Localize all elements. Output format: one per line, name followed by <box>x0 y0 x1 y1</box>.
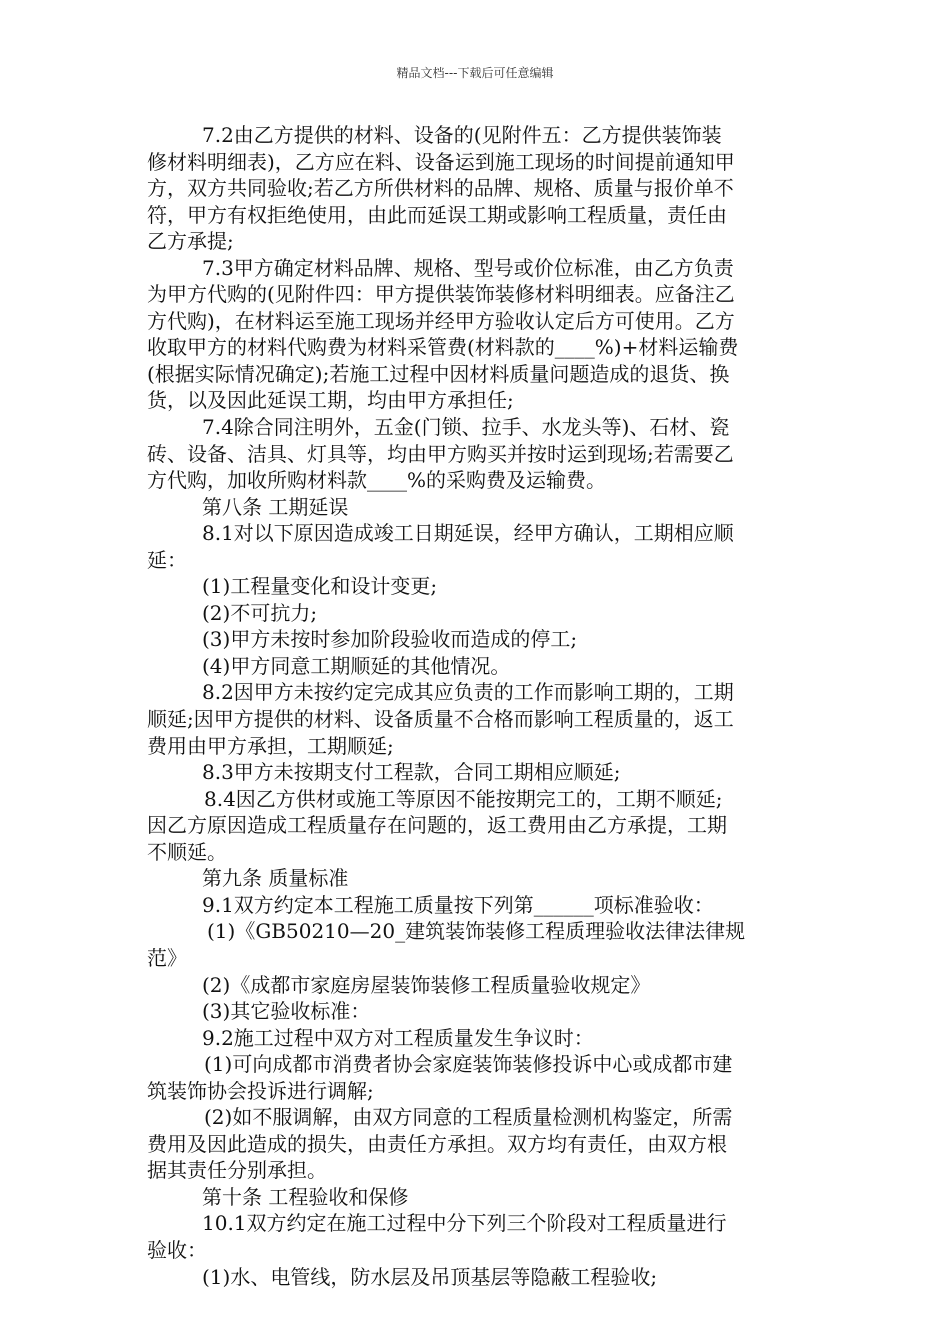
text-line: 8.3甲方未按期支付工程款，合同工期相应顺延; <box>202 760 621 785</box>
text-line: 因乙方原因造成工程质量存在问题的，返工费用由乙方承提，工期 <box>147 813 727 838</box>
text-line: (2)不可抗力; <box>202 600 318 625</box>
text-line: 顺延;因甲方提供的材料、设备质量不合格而影响工程质量的，返工 <box>147 707 734 732</box>
text-line: 乙方承提; <box>147 229 234 254</box>
text-line: (1)水、电管线，防水层及吊顶基层等隐蔽工程验收; <box>202 1264 658 1289</box>
text-line: 收取甲方的材料代购费为材料采管费(材料款的____%)+材料运输费 <box>147 335 739 360</box>
text-line: (根据实际情况确定);若施工过程中因材料质量问题造成的退货、换 <box>147 361 730 386</box>
text-line: 第十条 工程验收和保修 <box>202 1184 409 1209</box>
text-line: 9.1双方约定本工程施工质量按下列第______项标准验收： <box>202 892 714 917</box>
text-line: 7.4除合同注明外，五金(门锁、拉手、水龙头等)、石材、瓷 <box>202 415 730 440</box>
text-line: 7.2由乙方提供的材料、设备的(见附件五：乙方提供装饰装 <box>202 123 722 147</box>
text-line: (1)可向成都市消费者协会家庭装饰装修投诉中心或成都市建 <box>204 1052 733 1077</box>
text-line: 货，以及因此延误工期，均由甲方承担任; <box>147 388 514 413</box>
text-line: (4)甲方同意工期顺延的其他情况。 <box>202 653 511 678</box>
text-line: 范》 <box>147 945 187 970</box>
text-line: 第八条 工期延误 <box>202 494 349 519</box>
text-line: 延： <box>147 547 187 572</box>
text-line: (1)《GB50210—20_建筑装饰装修工程质理验收法律法律规 <box>207 919 746 944</box>
text-line: 第九条 质量标准 <box>202 866 349 891</box>
text-line: (3)其它验收标准： <box>202 999 371 1024</box>
text-line: 10.1双方约定在施工过程中分下列三个阶段对工程质量进行 <box>202 1211 727 1236</box>
text-line: 验收： <box>147 1237 207 1262</box>
text-line: 筑装饰协会投诉进行调解; <box>147 1078 374 1103</box>
text-line: (2)《成都市家庭房屋装饰装修工程质量验收规定》 <box>202 972 651 997</box>
text-line: 符，甲方有权拒绝使用，由此而延误工期或影响工程质量，责任由 <box>147 202 727 227</box>
text-line: 费用由甲方承担，工期顺延; <box>147 733 394 758</box>
text-line: 8.4因乙方供材或施工等原因不能按期完工的，工期不顺延; <box>204 786 723 811</box>
text-line: 据其责任分别承担。 <box>147 1158 327 1183</box>
text-line: (2)如不服调解，由双方同意的工程质量检测机构鉴定，所需 <box>204 1105 733 1130</box>
text-line: 方，双方共同验收;若乙方所供材料的品牌、规格、质量与报价单不 <box>147 176 734 201</box>
text-line: 8.1对以下原因造成竣工日期延误，经甲方确认，工期相应顺 <box>202 521 734 546</box>
text-line: (1)工程量变化和设计变更; <box>202 574 438 599</box>
text-line: 砖、设备、洁具、灯具等，均由甲方购买并按时运到现场;若需要乙 <box>147 441 734 466</box>
text-line: 为甲方代购的(见附件四：甲方提供装饰装修材料明细表。应备注乙 <box>147 282 735 307</box>
text-line: 不顺延。 <box>147 839 227 864</box>
text-line: 修材料明细表)，乙方应在料、设备运到施工现场的时间提前通知甲 <box>147 149 735 174</box>
text-line: 方代购)，在材料运至施工现场并经甲方验收认定后方可使用。乙方 <box>147 308 735 333</box>
text-line: 费用及因此造成的损失，由责任方承担。双方均有责任，由双方根 <box>147 1131 727 1156</box>
text-line: 9.2施工过程中双方对工程质量发生争议时： <box>202 1025 594 1050</box>
text-line: 方代购，加收所购材料款____%的采购费及运输费。 <box>147 468 607 493</box>
page-header: 精品文档---下载后可任意编辑 <box>396 66 554 80</box>
document-body <box>147 122 810 1290</box>
text-line: 7.3甲方确定材料品牌、规格、型号或价位标准，由乙方负责 <box>202 255 734 280</box>
text-line: 8.2因甲方未按约定完成其应负责的工作而影响工期的，工期 <box>202 680 734 705</box>
text-line: (3)甲方未按时参加阶段验收而造成的停工; <box>202 627 578 652</box>
